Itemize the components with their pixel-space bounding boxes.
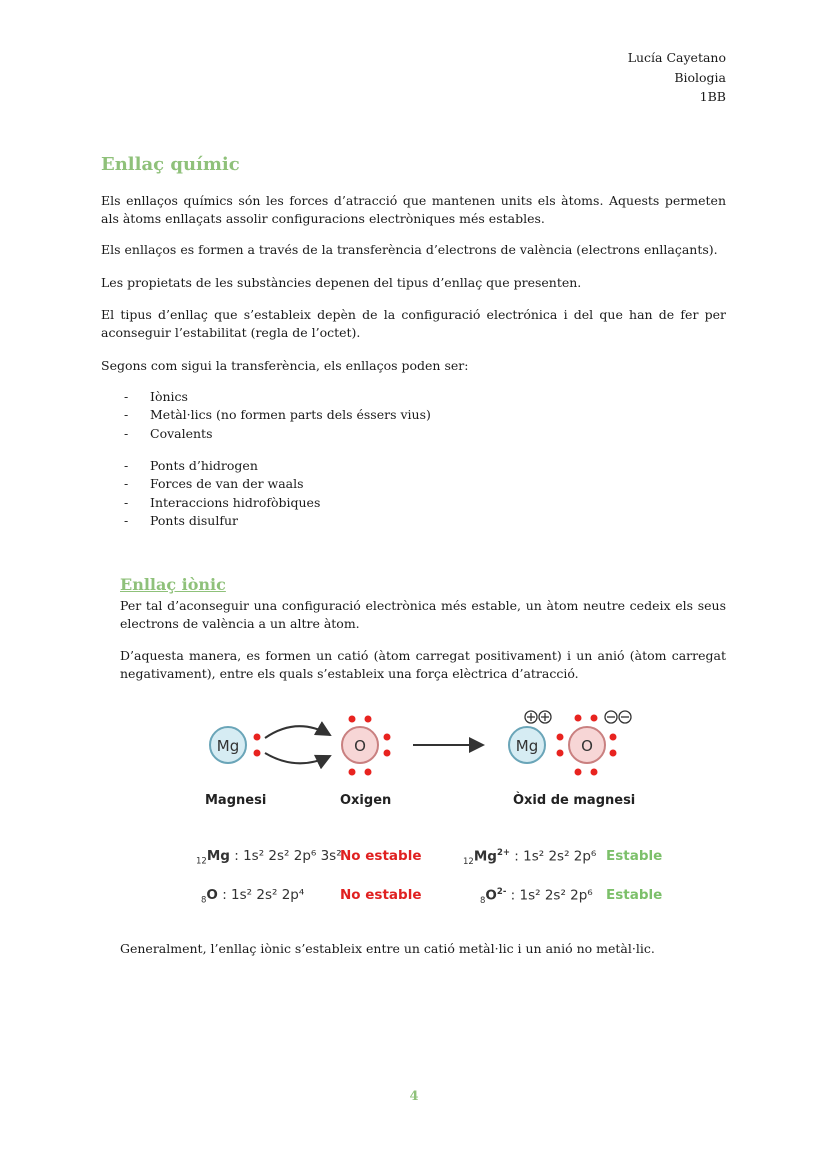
- list-item: - Iònics: [124, 389, 188, 404]
- config-mg-ion: $_{12}Mg^{2+}$ : 1s² 2s² 2p⁶: [463, 848, 597, 868]
- config-o-ion: $_8O^{2-}$ : 1s² 2s² 2p⁶: [480, 887, 593, 907]
- svg-text:O: O: [354, 737, 366, 755]
- label-oxigen: Oxigen: [340, 793, 392, 808]
- status-unstable: No estable: [340, 887, 422, 903]
- config-o: $_8$O : 1s² 2s² 2p⁴: [201, 887, 305, 906]
- paragraph: Segons com sigui la transferència, els enllaços poden ser:: [101, 358, 469, 373]
- svg-text:O: O: [581, 737, 593, 755]
- list-item: - Ponts d’hidrogen: [124, 458, 258, 473]
- subject: Biologia: [674, 69, 726, 85]
- paragraph: Per tal d’aconseguir una configuració electrònica més estable, un àtom neutre cedeix els seus electrons de valència a un altre àtom.: [120, 598, 726, 631]
- paragraph: Les propietats de les substàncies depenen del tipus d’enllaç que presenten.: [101, 275, 582, 290]
- svg-text:Mg: Mg: [216, 737, 240, 755]
- status-stable: Estable: [606, 887, 663, 903]
- list-item: - Covalents: [124, 425, 213, 441]
- paragraph: D’aquesta manera, es formen un catió (àtom carregat positivament) i un anió (àtom carregat negativament), entre els quals s’estableix una força elèctrica d’atracció.: [120, 648, 726, 681]
- o-atom: [342, 727, 378, 763]
- positive-charge-icon: [525, 711, 551, 723]
- paragraph: Els enllaços químics són les forces d’atracció que mantenen units els àtoms. Aquests permeten als àtoms enllaçats assolir configuracions electròniques més estables.: [101, 193, 726, 226]
- list-item: - Interaccions hidrofòbiques: [124, 494, 321, 510]
- section-title: Enllaç químic: [101, 154, 240, 175]
- group: 1BB: [699, 89, 726, 104]
- mg-atom: [210, 727, 246, 763]
- negative-charge-icon: [605, 711, 631, 723]
- status-unstable: No estable: [340, 848, 422, 864]
- transfer-arrow: [265, 753, 330, 763]
- page-number: 4: [409, 1089, 419, 1104]
- config-mg: $_{12}$Mg : 1s² 2s² 2p⁶ 3s²: [196, 848, 342, 867]
- label-magnesi: Magnesi: [205, 793, 267, 808]
- list-item: - Forces de van der waals: [124, 476, 304, 492]
- list-item: - Ponts disulfur: [124, 512, 239, 528]
- svg-text:Mg: Mg: [515, 737, 539, 755]
- paragraph: El tipus d’enllaç que s’estableix depèn de la configuració electrónica i del que han de fer per aconseguir l’estabilitat (regla de l’octet).: [101, 307, 726, 340]
- closing-paragraph: Generalment, l’enllaç iònic s’estableix entre un catió metàl·lic i un anió no metàl·lic.: [120, 941, 655, 956]
- label-oxid: Òxid de magnesi: [513, 793, 636, 808]
- subsection-title: Enllaç iònic: [120, 575, 226, 594]
- o-ion: [569, 727, 605, 763]
- electron-dots: [254, 734, 261, 757]
- mg-ion: [509, 727, 545, 763]
- list-item: - Metàl·lics (no formen parts dels éssers vius): [124, 407, 431, 423]
- author: Lucía Cayetano: [627, 50, 726, 65]
- status-stable: Estable: [606, 848, 663, 864]
- paragraph: Els enllaços es formen a través de la transferència d’electrons de valència (electrons enllaçants).: [101, 242, 718, 257]
- transfer-arrow: [265, 726, 330, 738]
